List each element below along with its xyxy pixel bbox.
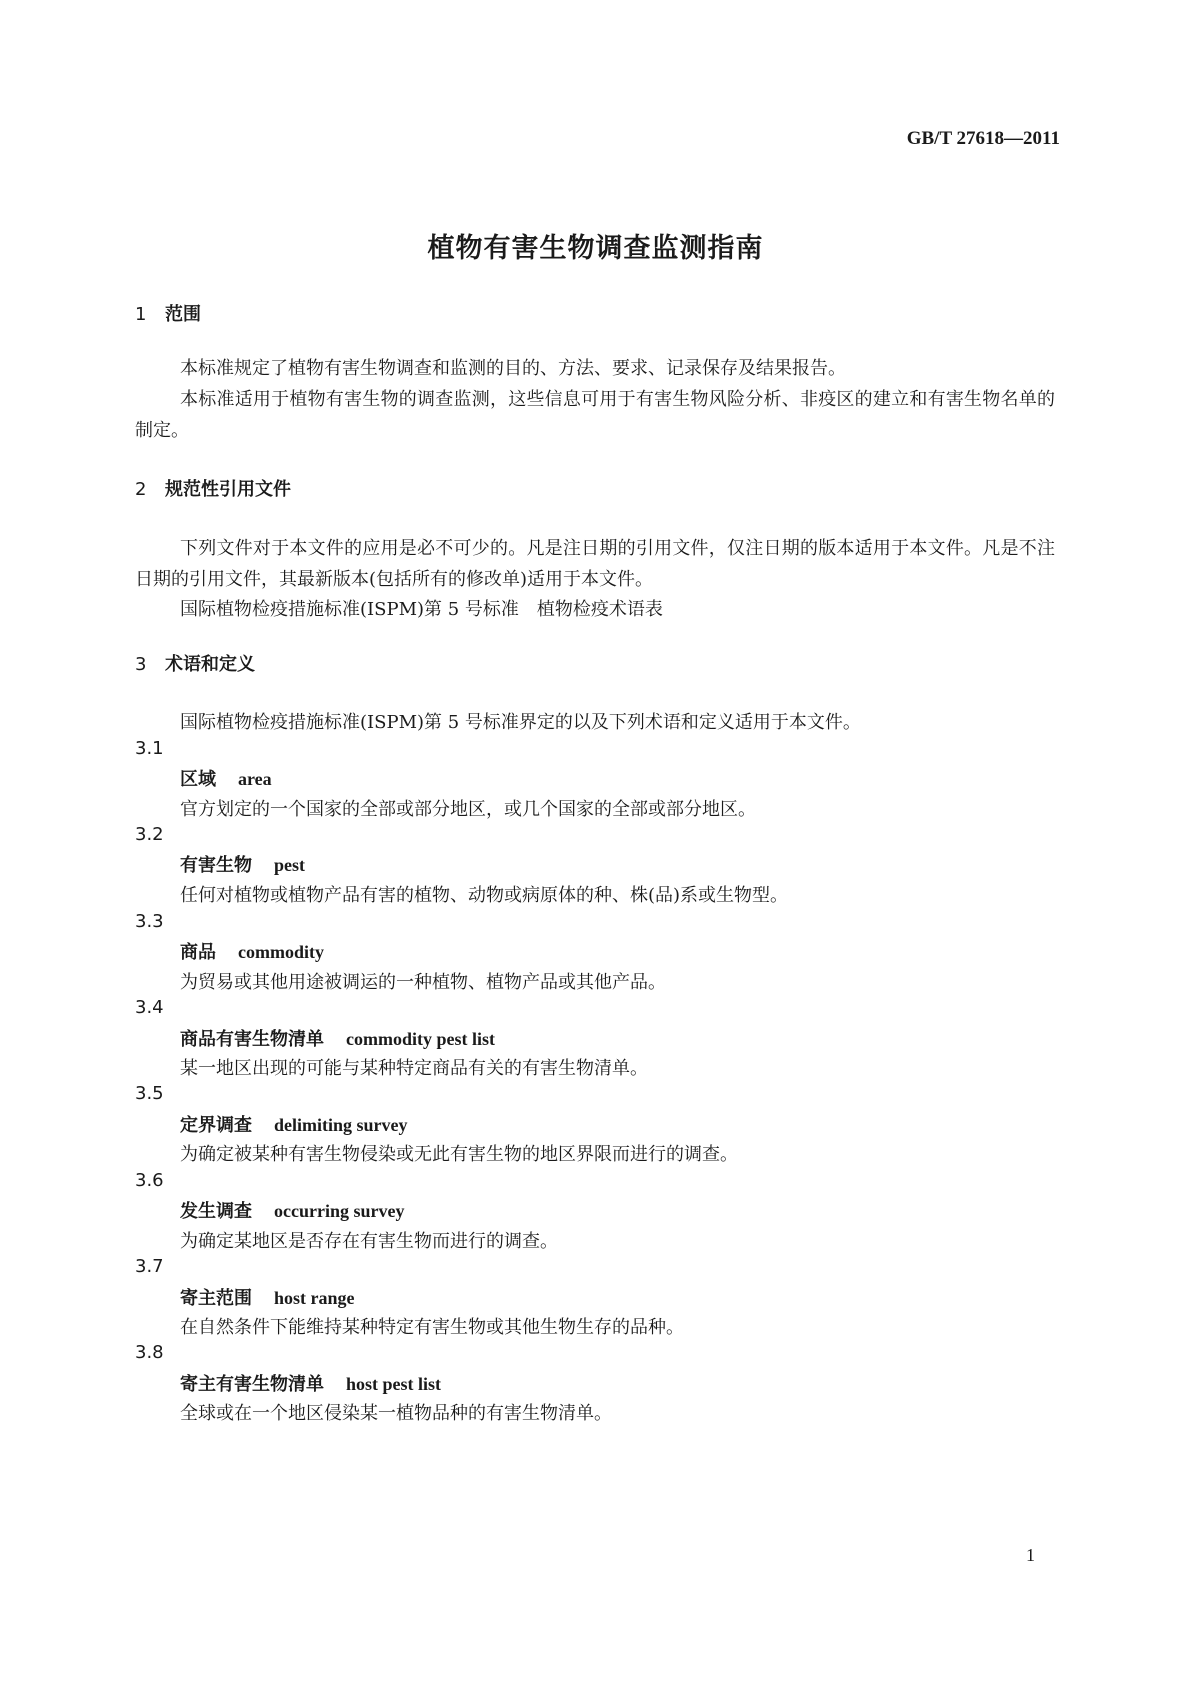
term-zh: 商品有害生物清单 — [180, 1029, 324, 1050]
term-number: 3.2 — [135, 824, 164, 845]
term-number: 3.7 — [135, 1256, 164, 1277]
term-en: host range — [274, 1288, 355, 1308]
term-heading — [180, 1197, 404, 1223]
term-definition: 任何对植物或植物产品有害的植物、动物或病原体的种、株(品)系或生物型。 — [180, 885, 789, 906]
term-definition: 为确定某地区是否存在有害生物而进行的调查。 — [180, 1231, 558, 1252]
section-number: 1 — [135, 304, 147, 325]
term-en: area — [238, 769, 272, 789]
term-number: 3.4 — [135, 997, 164, 1018]
term-number: 3.6 — [135, 1170, 164, 1191]
term-heading — [180, 1370, 441, 1396]
term-heading — [180, 938, 324, 964]
section-heading-terms-definitions — [135, 650, 255, 676]
term-heading — [180, 1284, 355, 1310]
term-definition: 全球或在一个地区侵染某一植物品种的有害生物清单。 — [180, 1403, 612, 1424]
section-title: 术语和定义 — [165, 654, 255, 675]
term-en: commodity pest list — [346, 1029, 495, 1049]
paragraph: 本标准适用于植物有害生物的调查监测，这些信息可用于有害生物风险分析、非疫区的建立和有害生物名单的制定。 — [135, 389, 1055, 441]
page-number: 1 — [1026, 1545, 1035, 1565]
term-en: delimiting survey — [274, 1115, 408, 1135]
term-number: 3.1 — [135, 738, 164, 759]
term-zh: 有害生物 — [180, 855, 252, 876]
term-definition: 官方划定的一个国家的全部或部分地区，或几个国家的全部或部分地区。 — [180, 799, 756, 820]
paragraph: 下列文件对于本文件的应用是必不可少的。凡是注日期的引用文件，仅注日期的版本适用于本文件。凡是不注日期的引用文件，其最新版本(包括所有的修改单)适用于本文件。 — [135, 538, 1055, 590]
term-heading — [180, 1111, 408, 1137]
term-definition: 在自然条件下能维持某种特定有害生物或其他生物生存的品种。 — [180, 1317, 684, 1338]
term-number: 3.3 — [135, 911, 164, 932]
term-zh: 定界调查 — [180, 1115, 252, 1136]
term-zh: 发生调查 — [180, 1201, 252, 1222]
term-en: host pest list — [346, 1374, 442, 1394]
term-number: 3.8 — [135, 1342, 164, 1363]
paragraph: 本标准规定了植物有害生物调查和监测的目的、方法、要求、记录保存及结果报告。 — [180, 358, 846, 379]
document-title: 植物有害生物调查监测指南 — [427, 233, 764, 264]
section-number: 3 — [135, 654, 147, 675]
reference-entry: 国际植物检疫措施标准(ISPM)第 5 号标准 植物检疫术语表 — [180, 599, 663, 620]
section-title: 规范性引用文件 — [165, 479, 291, 500]
term-en: occurring survey — [274, 1201, 405, 1221]
section-title: 范围 — [165, 304, 201, 325]
term-heading — [180, 851, 305, 877]
standard-code: GB/T 27618—2011 — [906, 128, 1060, 149]
term-zh: 寄主范围 — [180, 1288, 252, 1309]
term-en: commodity — [238, 942, 324, 962]
section-number: 2 — [135, 479, 147, 500]
term-definition: 为确定被某种有害生物侵染或无此有害生物的地区界限而进行的调查。 — [180, 1144, 738, 1165]
term-definition: 某一地区出现的可能与某种特定商品有关的有害生物清单。 — [180, 1058, 648, 1079]
term-number: 3.5 — [135, 1083, 164, 1104]
paragraph: 国际植物检疫措施标准(ISPM)第 5 号标准界定的以及下列术语和定义适用于本文件。 — [180, 712, 861, 733]
term-heading — [180, 1025, 495, 1051]
term-zh: 商品 — [180, 942, 216, 963]
term-zh: 寄主有害生物清单 — [180, 1374, 324, 1395]
term-definition: 为贸易或其他用途被调运的一种植物、植物产品或其他产品。 — [180, 972, 666, 993]
section-heading-normative-references — [135, 475, 291, 501]
term-zh: 区域 — [180, 769, 216, 790]
section-heading-scope — [135, 300, 201, 326]
term-heading — [180, 765, 272, 791]
term-en: pest — [274, 855, 305, 875]
